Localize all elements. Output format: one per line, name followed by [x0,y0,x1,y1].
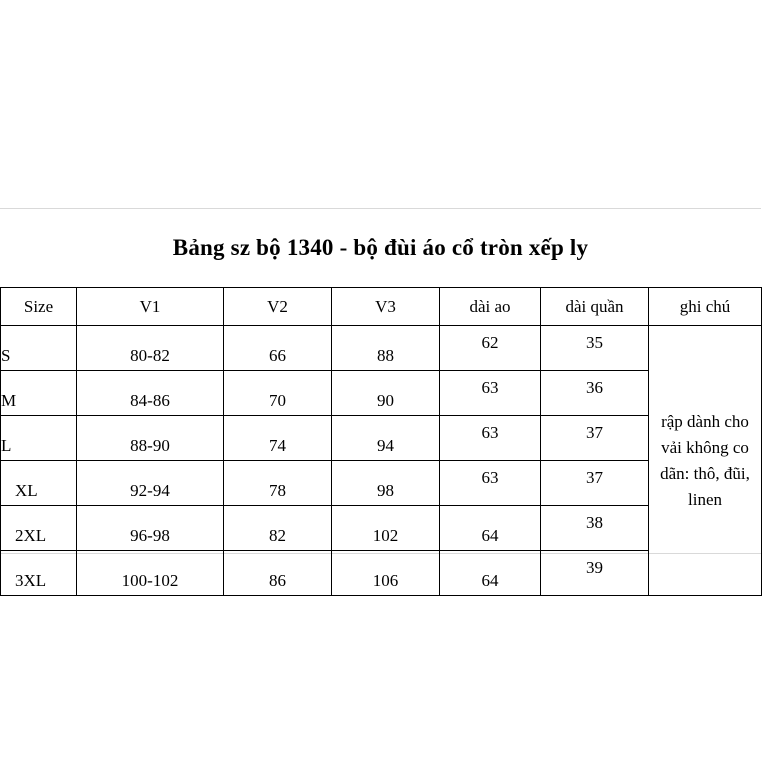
cell-dai-quan: 36 [541,371,649,416]
cell-v2: 74 [224,416,332,461]
cell-size: 3XL [1,551,77,596]
cell-dai-quan: 39 [541,551,649,596]
note-line: vải không co [661,437,749,457]
header-dai-quan: dài quần [541,288,649,326]
size-chart-sheet [0,208,761,590]
cell-size: L [1,416,77,461]
cell-v2: 82 [224,506,332,551]
cell-v3: 106 [332,551,440,596]
cell-dai-ao: 63 [440,461,541,506]
cell-dai-ao: 63 [440,416,541,461]
table-row [1,551,762,596]
note-line: rập dành cho [661,411,749,431]
header-size: Size [1,288,77,326]
cell-v2: 78 [224,461,332,506]
cell-v3: 98 [332,461,440,506]
table-row [1,371,762,416]
cell-dai-ao: 64 [440,551,541,596]
cell-v2: 86 [224,551,332,596]
chart-title: Bảng sz bộ 1340 - bộ đùi áo cổ tròn xếp ly [172,235,589,260]
header-v2: V2 [224,288,332,326]
cell-v2: 70 [224,371,332,416]
header-v1: V1 [77,288,224,326]
cell-dai-quan: 38 [541,506,649,551]
header-ghi-chu: ghi chú [649,288,762,326]
cell-v2: 66 [224,326,332,371]
size-table [0,287,762,596]
cell-dai-ao: 64 [440,506,541,551]
cell-v1: 88-90 [77,416,224,461]
table-row [1,461,762,506]
cell-v3: 102 [332,506,440,551]
table-row [1,416,762,461]
table-row [1,506,762,551]
header-v3: V3 [332,288,440,326]
note-line: dãn: thô, đũi, [660,463,750,483]
cell-dai-ao: 63 [440,371,541,416]
cell-size: XL [1,461,77,506]
cell-dai-quan: 37 [541,461,649,506]
cell-v1: 84-86 [77,371,224,416]
cell-dai-quan: 37 [541,416,649,461]
table-row [1,326,762,371]
cell-v1: 80-82 [77,326,224,371]
cell-v3: 90 [332,371,440,416]
header-dai-ao: dài ao [440,288,541,326]
cell-v1: 96-98 [77,506,224,551]
note-cell [649,326,762,596]
header-row [1,288,762,326]
cell-size: 2XL [1,506,77,551]
cell-v1: 100-102 [77,551,224,596]
cell-v1: 92-94 [77,461,224,506]
cell-dai-ao: 62 [440,326,541,371]
note-line: linen [688,489,722,509]
cell-dai-quan: 35 [541,326,649,371]
cell-size: S [1,326,77,371]
cell-v3: 94 [332,416,440,461]
cell-size: M [1,371,77,416]
cell-v3: 88 [332,326,440,371]
